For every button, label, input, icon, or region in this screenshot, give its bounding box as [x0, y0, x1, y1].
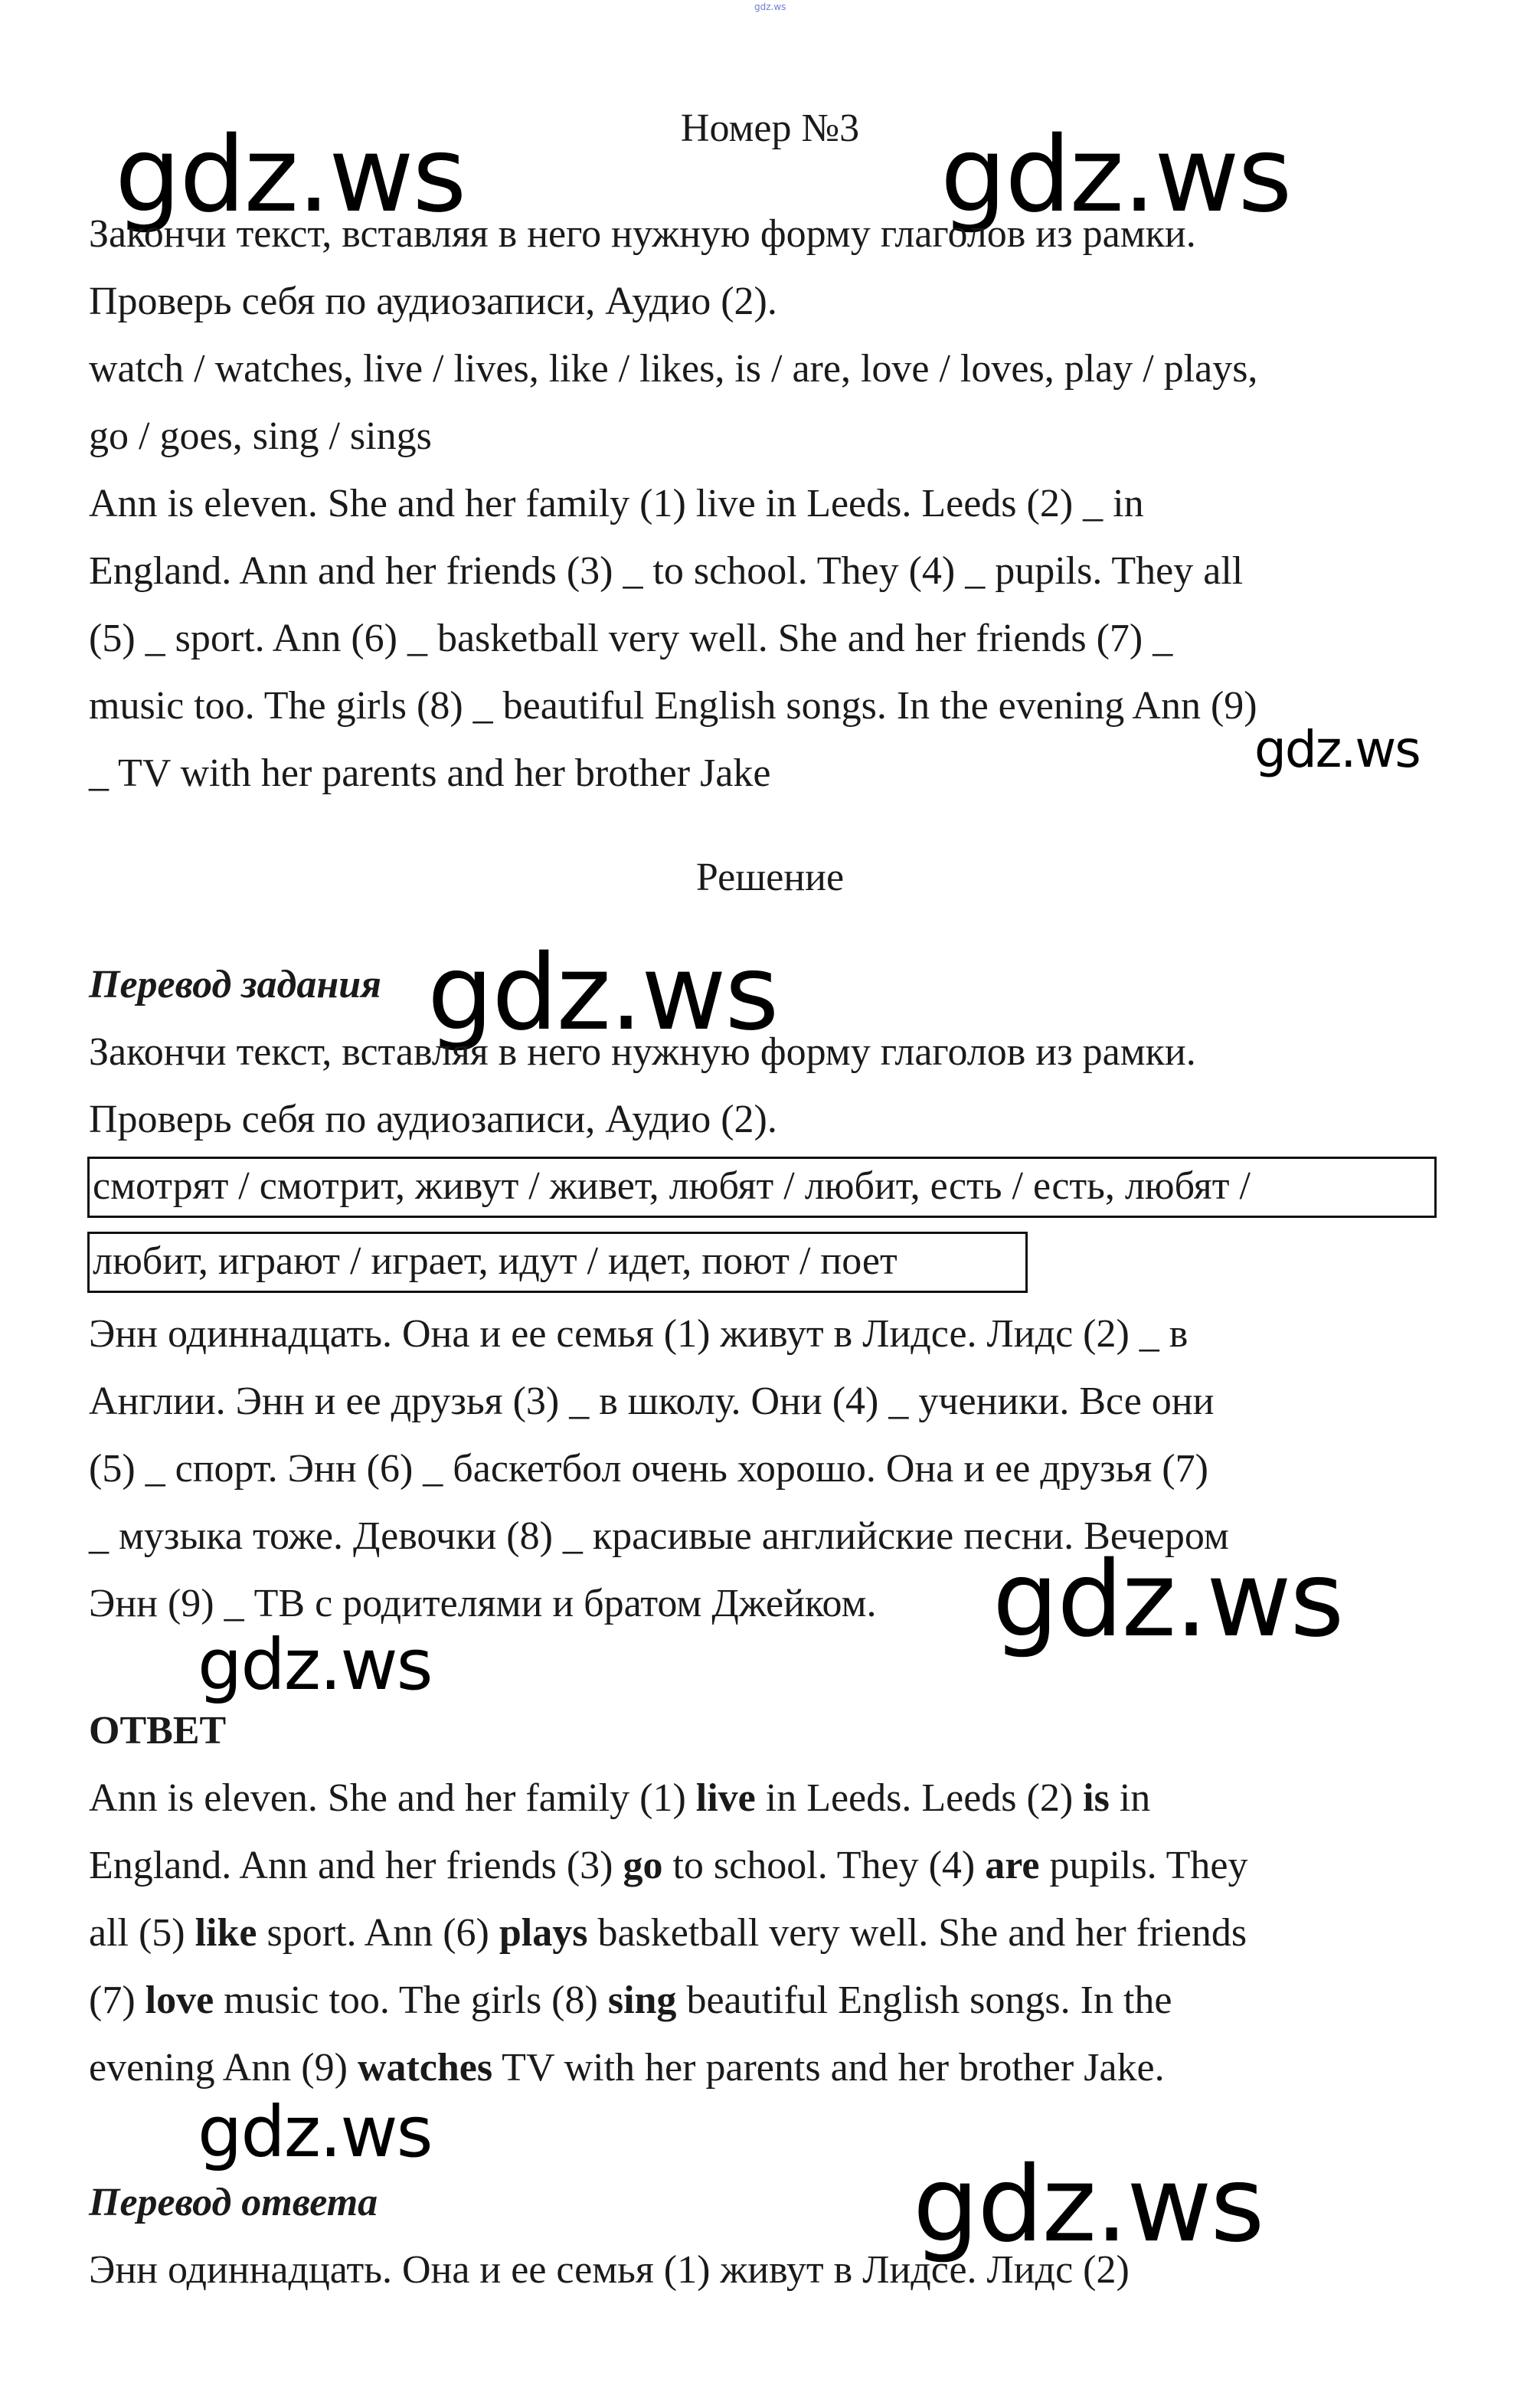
answer-verb: are	[985, 1844, 1040, 1887]
translation-text-line: (5) _ спорт. Энн (6) _ баскетбол очень хорошо. Она и ее друзья (7)	[89, 1447, 1208, 1491]
answer-text: England. Ann and her friends (3)	[89, 1844, 623, 1887]
solution-title: Решение	[695, 856, 845, 899]
answer-text: basketball very well. She and her friends	[587, 1911, 1247, 1955]
watermark: gdz.ws	[427, 933, 778, 1054]
watermark: gdz.ws	[992, 1540, 1343, 1661]
translation-heading: Перевод задания	[89, 963, 381, 1006]
task-line: music too. The girls (8) _ beautiful English songs. In the evening Ann (9)	[89, 684, 1257, 728]
translation-text-line: Энн одиннадцать. Она и ее семья (1) живут в Лидсе. Лидс (2) _ в	[89, 1312, 1189, 1356]
answer-line	[89, 2045, 1165, 2091]
answer-text: beautiful English songs. In the	[676, 1978, 1172, 2022]
answer-text: music too. The girls (8)	[214, 1978, 608, 2022]
task-line: _ TV with her parents and her brother Jake	[89, 751, 771, 795]
watermark-tiny: gdz.ws	[754, 2, 786, 12]
translation-text-line: Энн (9) _ ТВ с родителями и братом Джейком.	[89, 1582, 877, 1625]
task-line: (5) _ sport. Ann (6) _ basketball very well. She and her friends (7) _	[89, 617, 1173, 660]
watermark: gdz.ws	[913, 2145, 1264, 2266]
answer-line	[89, 1843, 1248, 1889]
answer-verb: is	[1083, 1776, 1110, 1820]
answer-text: all (5)	[89, 1911, 195, 1955]
answer-text: sport. Ann (6)	[257, 1911, 499, 1955]
verb-box-line: смотрят / смотрит, живут / живет, любят / любит, есть / есть, любят /	[87, 1157, 1437, 1218]
answer-text: Ann is eleven. She and her family (1)	[89, 1776, 696, 1820]
answer-verb: like	[195, 1911, 257, 1955]
answer-text: (7)	[89, 1978, 145, 2022]
task-line: Проверь себя по аудиозаписи, Аудио (2).	[89, 280, 777, 323]
answer-text: pupils. They	[1039, 1844, 1248, 1887]
verb-box-line: любит, играют / играет, идут / идет, поют / поет	[87, 1232, 1028, 1293]
translation-text-line: _ музыка тоже. Девочки (8) _ красивые английские песни. Вечером	[89, 1514, 1229, 1558]
answer-translation-line: Энн одиннадцать. Она и ее семья (1) живут в Лидсе. Лидс (2)	[89, 2248, 1130, 2292]
translation-line: Проверь себя по аудиозаписи, Аудио (2).	[89, 1098, 777, 1141]
answer-translation-heading: Перевод ответа	[89, 2181, 378, 2224]
translation-line: Закончи текст, вставляя в него нужную форму глаголов из рамки.	[89, 1030, 1196, 1074]
watermark: gdz.ws	[198, 1624, 432, 1706]
watermark: gdz.ws	[940, 115, 1291, 236]
answer-heading: ОТВЕТ	[89, 1709, 227, 1753]
answer-line	[89, 1978, 1172, 2024]
task-line: go / goes, sing / sings	[89, 414, 432, 458]
answer-text: to school. They (4)	[662, 1844, 986, 1887]
task-line: Ann is eleven. She and her family (1) live in Leeds. Leeds (2) _ in	[89, 482, 1144, 525]
task-line: England. Ann and her friends (3) _ to school. They (4) _ pupils. They all	[89, 549, 1244, 593]
answer-verb: plays	[499, 1911, 588, 1955]
answer-text: TV with her parents and her brother Jake.	[492, 2046, 1165, 2090]
watermark: gdz.ws	[115, 115, 466, 236]
answer-line	[89, 1776, 1150, 1821]
task-line: Закончи текст, вставляя в него нужную форму глаголов из рамки.	[89, 212, 1196, 256]
page-title: Номер №3	[680, 106, 860, 150]
watermark: gdz.ws	[1254, 720, 1420, 779]
answer-text: in	[1109, 1776, 1151, 1820]
answer-line	[89, 1910, 1247, 1956]
answer-verb: watches	[357, 2046, 493, 2090]
task-line: watch / watches, live / lives, like / likes, is / are, love / loves, play / plays,	[89, 347, 1258, 391]
answer-verb: love	[145, 1978, 214, 2022]
translation-text-line: Англии. Энн и ее друзья (3) _ в школу. Они (4) _ ученики. Все они	[89, 1380, 1215, 1423]
answer-verb: live	[695, 1776, 756, 1820]
answer-text: in Leeds. Leeds (2)	[755, 1776, 1084, 1820]
answer-verb: go	[623, 1844, 663, 1887]
answer-text: evening Ann (9)	[89, 2046, 358, 2090]
watermark: gdz.ws	[198, 2091, 432, 2173]
answer-verb: sing	[607, 1978, 677, 2022]
